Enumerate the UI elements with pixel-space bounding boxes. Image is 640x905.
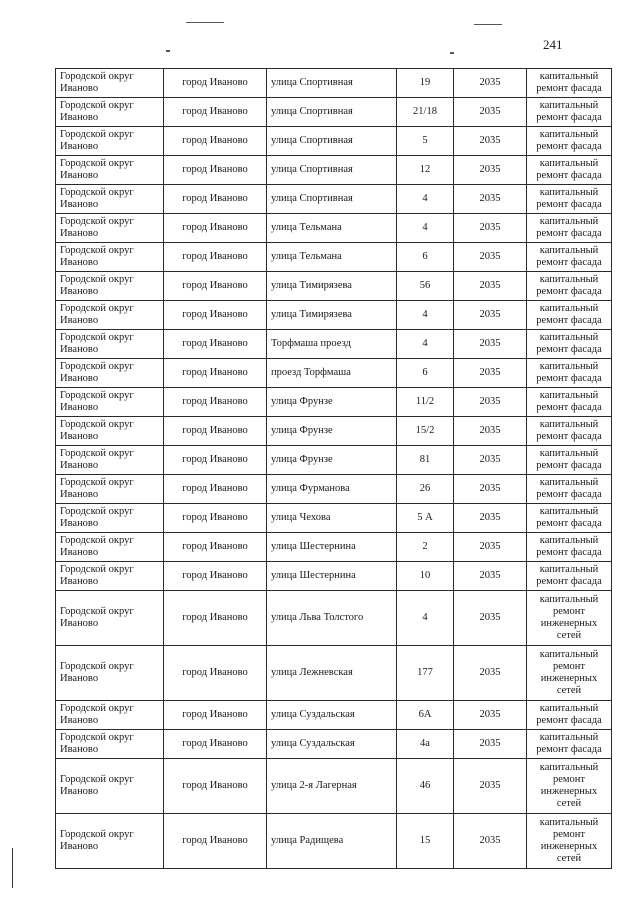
table-row: [56, 504, 612, 533]
cell-work: капитальный ремонт фасада: [527, 69, 612, 98]
cell-district: Городской округ Иваново: [56, 388, 164, 417]
cell-house: 4: [397, 591, 454, 646]
cell-house: 21/18: [397, 98, 454, 127]
cell-year: 2035: [454, 301, 527, 330]
table-row: [56, 330, 612, 359]
cell-street: улица Спортивная: [267, 156, 397, 185]
table-row: [56, 185, 612, 214]
table-row: [56, 646, 612, 701]
cell-work: капитальный ремонт фасада: [527, 214, 612, 243]
cell-work: капитальный ремонт фасада: [527, 504, 612, 533]
cell-year: 2035: [454, 646, 527, 701]
cell-city: город Иваново: [164, 446, 267, 475]
cell-year: 2035: [454, 185, 527, 214]
cell-year: 2035: [454, 701, 527, 730]
cell-house: 177: [397, 646, 454, 701]
cell-city: город Иваново: [164, 330, 267, 359]
cell-year: 2035: [454, 127, 527, 156]
cell-street: улица Спортивная: [267, 69, 397, 98]
cell-city: город Иваново: [164, 301, 267, 330]
table-body: [56, 69, 612, 869]
cell-city: город Иваново: [164, 562, 267, 591]
cell-city: город Иваново: [164, 701, 267, 730]
cell-district: Городской округ Иваново: [56, 301, 164, 330]
table-row: [56, 156, 612, 185]
cell-street: улица Фурманова: [267, 475, 397, 504]
cell-year: 2035: [454, 359, 527, 388]
cell-year: 2035: [454, 214, 527, 243]
table-row: [56, 388, 612, 417]
cell-city: город Иваново: [164, 243, 267, 272]
cell-work: капитальный ремонт фасада: [527, 730, 612, 759]
cell-district: Городской округ Иваново: [56, 562, 164, 591]
cell-street: улица Фрунзе: [267, 417, 397, 446]
cell-street: Торфмаша проезд: [267, 330, 397, 359]
cell-city: город Иваново: [164, 214, 267, 243]
cell-work: капитальный ремонт инженерных сетей: [527, 759, 612, 814]
cell-work: капитальный ремонт инженерных сетей: [527, 646, 612, 701]
cell-city: город Иваново: [164, 156, 267, 185]
cell-house: 15: [397, 814, 454, 869]
cell-year: 2035: [454, 272, 527, 301]
cell-work: капитальный ремонт фасада: [527, 388, 612, 417]
table-row: [56, 562, 612, 591]
cell-city: город Иваново: [164, 759, 267, 814]
cell-district: Городской округ Иваново: [56, 504, 164, 533]
cell-house: 4а: [397, 730, 454, 759]
cell-house: 26: [397, 475, 454, 504]
cell-street: улица Льва Толстого: [267, 591, 397, 646]
cell-district: Городской округ Иваново: [56, 730, 164, 759]
cell-house: 56: [397, 272, 454, 301]
cell-street: улица Тимирязева: [267, 272, 397, 301]
table-row: [56, 272, 612, 301]
cell-year: 2035: [454, 730, 527, 759]
cell-district: Городской округ Иваново: [56, 814, 164, 869]
cell-work: капитальный ремонт фасада: [527, 185, 612, 214]
cell-city: город Иваново: [164, 185, 267, 214]
cell-house: 10: [397, 562, 454, 591]
cell-house: 6: [397, 359, 454, 388]
cell-year: 2035: [454, 814, 527, 869]
cell-city: город Иваново: [164, 98, 267, 127]
cell-street: улица Фрунзе: [267, 446, 397, 475]
cell-work: капитальный ремонт инженерных сетей: [527, 814, 612, 869]
table-row: [56, 359, 612, 388]
cell-city: город Иваново: [164, 504, 267, 533]
cell-street: улица Тельмана: [267, 243, 397, 272]
cell-street: проезд Торфмаша: [267, 359, 397, 388]
cell-work: капитальный ремонт фасада: [527, 701, 612, 730]
cell-district: Городской округ Иваново: [56, 272, 164, 301]
cell-house: 4: [397, 330, 454, 359]
cell-city: город Иваново: [164, 646, 267, 701]
cell-city: город Иваново: [164, 475, 267, 504]
cell-street: улица Суздальская: [267, 730, 397, 759]
cell-city: город Иваново: [164, 272, 267, 301]
cell-work: капитальный ремонт фасада: [527, 98, 612, 127]
table-row: [56, 417, 612, 446]
cell-year: 2035: [454, 243, 527, 272]
cell-district: Городской округ Иваново: [56, 185, 164, 214]
cell-work: капитальный ремонт фасада: [527, 127, 612, 156]
cell-house: 15/2: [397, 417, 454, 446]
cell-work: капитальный ремонт фасада: [527, 272, 612, 301]
cell-district: Городской округ Иваново: [56, 475, 164, 504]
cell-street: улица Лежневская: [267, 646, 397, 701]
cell-street: улица Спортивная: [267, 98, 397, 127]
cell-street: улица Фрунзе: [267, 388, 397, 417]
cell-year: 2035: [454, 156, 527, 185]
cell-district: Городской округ Иваново: [56, 243, 164, 272]
cell-house: 5 А: [397, 504, 454, 533]
cell-house: 11/2: [397, 388, 454, 417]
cell-work: капитальный ремонт фасада: [527, 446, 612, 475]
cell-work: капитальный ремонт фасада: [527, 417, 612, 446]
cell-street: улица Шестернина: [267, 533, 397, 562]
cell-year: 2035: [454, 330, 527, 359]
cell-work: капитальный ремонт инженерных сетей: [527, 591, 612, 646]
cell-city: город Иваново: [164, 388, 267, 417]
cell-district: Городской округ Иваново: [56, 701, 164, 730]
cell-street: улица Шестернина: [267, 562, 397, 591]
cell-district: Городской округ Иваново: [56, 359, 164, 388]
table-row: [56, 69, 612, 98]
cell-work: капитальный ремонт фасада: [527, 301, 612, 330]
cell-year: 2035: [454, 69, 527, 98]
cell-city: город Иваново: [164, 533, 267, 562]
cell-house: 12: [397, 156, 454, 185]
cell-district: Городской округ Иваново: [56, 156, 164, 185]
table-row: [56, 759, 612, 814]
table-row: [56, 214, 612, 243]
cell-house: 6: [397, 243, 454, 272]
cell-work: капитальный ремонт фасада: [527, 475, 612, 504]
cell-district: Городской округ Иваново: [56, 417, 164, 446]
cell-house: 4: [397, 185, 454, 214]
cell-district: Городской округ Иваново: [56, 759, 164, 814]
cell-city: город Иваново: [164, 730, 267, 759]
cell-city: город Иваново: [164, 814, 267, 869]
cell-house: 81: [397, 446, 454, 475]
cell-year: 2035: [454, 388, 527, 417]
page-number: 241: [543, 37, 563, 52]
cell-city: город Иваново: [164, 417, 267, 446]
cell-house: 4: [397, 301, 454, 330]
cell-house: 6А: [397, 701, 454, 730]
scan-mark-left-edge: [12, 848, 13, 888]
cell-work: капитальный ремонт фасада: [527, 533, 612, 562]
table-row: [56, 730, 612, 759]
cell-street: улица Тельмана: [267, 214, 397, 243]
cell-work: капитальный ремонт фасада: [527, 359, 612, 388]
cell-year: 2035: [454, 98, 527, 127]
cell-year: 2035: [454, 475, 527, 504]
scan-mark-dot-left: [166, 50, 170, 52]
cell-street: улица Спортивная: [267, 185, 397, 214]
cell-street: улица Тимирязева: [267, 301, 397, 330]
cell-street: улица Суздальская: [267, 701, 397, 730]
cell-year: 2035: [454, 504, 527, 533]
cell-district: Городской округ Иваново: [56, 646, 164, 701]
table-row: [56, 98, 612, 127]
scan-mark-dot-right: [450, 52, 454, 54]
cell-year: 2035: [454, 759, 527, 814]
cell-street: улица 2-я Лагерная: [267, 759, 397, 814]
cell-work: капитальный ремонт фасада: [527, 330, 612, 359]
cell-district: Городской округ Иваново: [56, 446, 164, 475]
cell-year: 2035: [454, 533, 527, 562]
cell-house: 4: [397, 214, 454, 243]
cell-year: 2035: [454, 446, 527, 475]
cell-year: 2035: [454, 417, 527, 446]
cell-work: капитальный ремонт фасада: [527, 243, 612, 272]
table-row: [56, 243, 612, 272]
cell-work: капитальный ремонт фасада: [527, 156, 612, 185]
table-row: [56, 701, 612, 730]
table-row: [56, 301, 612, 330]
cell-district: Городской округ Иваново: [56, 214, 164, 243]
cell-district: Городской округ Иваново: [56, 98, 164, 127]
table-row: [56, 475, 612, 504]
scan-mark-top-left: [186, 22, 224, 23]
housing-repair-table: [55, 68, 612, 869]
table-row: [56, 591, 612, 646]
cell-house: 46: [397, 759, 454, 814]
cell-city: город Иваново: [164, 69, 267, 98]
cell-house: 19: [397, 69, 454, 98]
table-row: [56, 533, 612, 562]
table-row: [56, 127, 612, 156]
cell-year: 2035: [454, 562, 527, 591]
cell-district: Городской округ Иваново: [56, 127, 164, 156]
cell-street: улица Спортивная: [267, 127, 397, 156]
table-row: [56, 446, 612, 475]
cell-house: 5: [397, 127, 454, 156]
cell-district: Городской округ Иваново: [56, 591, 164, 646]
cell-house: 2: [397, 533, 454, 562]
cell-district: Городской округ Иваново: [56, 330, 164, 359]
cell-street: улица Радищева: [267, 814, 397, 869]
table-row: [56, 814, 612, 869]
cell-street: улица Чехова: [267, 504, 397, 533]
cell-district: Городской округ Иваново: [56, 69, 164, 98]
cell-year: 2035: [454, 591, 527, 646]
cell-district: Городской округ Иваново: [56, 533, 164, 562]
cell-city: город Иваново: [164, 591, 267, 646]
scan-mark-top-right: [474, 24, 502, 25]
cell-city: город Иваново: [164, 359, 267, 388]
cell-city: город Иваново: [164, 127, 267, 156]
cell-work: капитальный ремонт фасада: [527, 562, 612, 591]
